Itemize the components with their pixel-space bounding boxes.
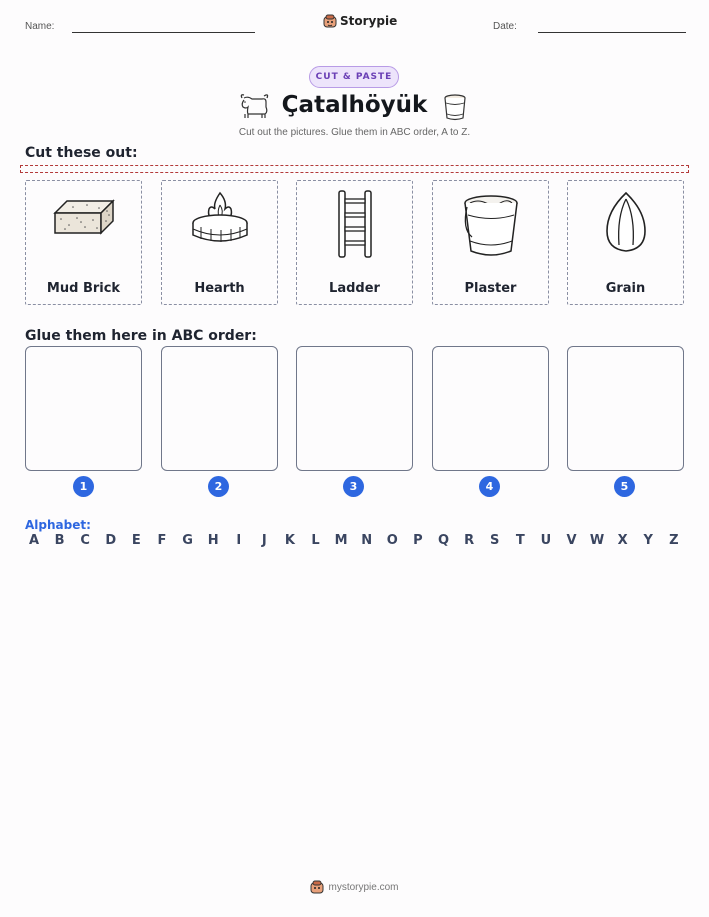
alphabet-letter: F <box>157 533 167 548</box>
alphabet-letter: E <box>131 533 141 548</box>
alphabet-letter: J <box>261 533 267 548</box>
cut-card-hearth[interactable] <box>161 180 278 305</box>
alphabet-letter: O <box>386 533 398 548</box>
alphabet-letter: D <box>105 533 117 548</box>
footer <box>0 880 709 894</box>
storypie-mascot-icon <box>323 14 337 28</box>
alphabet-letter: N <box>361 533 373 548</box>
alphabet-letter: S <box>490 533 500 548</box>
activity-badge: CUT & PASTE <box>309 66 399 88</box>
brand-logo <box>323 14 397 28</box>
alphabet-letter: Y <box>643 533 653 548</box>
card-label: Ladder <box>329 281 380 296</box>
alphabet-letter: H <box>207 533 219 548</box>
name-line[interactable] <box>72 32 255 33</box>
ladder-icon <box>322 189 388 259</box>
order-number-3: 3 <box>343 476 364 497</box>
glue-heading: Glue them here in ABC order: <box>25 328 257 344</box>
glue-box-3[interactable] <box>296 346 413 471</box>
alphabet-letter: M <box>334 533 348 548</box>
alphabet-letter: Q <box>437 533 450 548</box>
cut-card-ladder[interactable] <box>296 180 413 305</box>
alphabet-row <box>25 533 683 548</box>
order-number-5: 5 <box>614 476 635 497</box>
brand-name: Storypie <box>340 14 398 28</box>
title-row <box>0 92 709 118</box>
alphabet-letter: K <box>284 533 295 548</box>
footer-url[interactable]: mystorypie.com <box>328 881 399 893</box>
alphabet-letter: X <box>617 533 628 548</box>
alphabet-letter: I <box>236 533 242 548</box>
page-title: Çatalhöyük <box>281 92 428 118</box>
cut-line <box>20 165 689 173</box>
alphabet-letter: V <box>566 533 577 548</box>
card-label: Plaster <box>464 281 517 296</box>
hearth-icon <box>187 189 253 249</box>
order-number-2: 2 <box>208 476 229 497</box>
alphabet-letter: L <box>311 533 320 548</box>
alphabet-label: Alphabet: <box>25 518 91 532</box>
instructions: Cut out the pictures. Glue them in ABC order, A to Z. <box>238 127 471 138</box>
cut-heading: Cut these out: <box>25 145 138 161</box>
alphabet-letter: R <box>464 533 475 548</box>
grain-icon <box>593 189 659 259</box>
plaster-bucket-icon <box>458 189 524 259</box>
alphabet-letter: T <box>515 533 525 548</box>
cut-card-grain[interactable] <box>567 180 684 305</box>
date-label: Date: <box>493 21 517 32</box>
cut-card-plaster[interactable] <box>432 180 549 305</box>
alphabet-letter: Z <box>669 533 679 548</box>
glue-box-4[interactable] <box>432 346 549 471</box>
order-number-4: 4 <box>479 476 500 497</box>
date-line[interactable] <box>538 32 686 33</box>
alphabet-letter: U <box>540 533 552 548</box>
cut-card-mud-brick[interactable] <box>25 180 142 305</box>
glue-box-5[interactable] <box>567 346 684 471</box>
order-number-1: 1 <box>73 476 94 497</box>
storypie-mascot-icon <box>310 880 324 894</box>
alphabet-letter: C <box>80 533 90 548</box>
alphabet-letter: B <box>54 533 65 548</box>
alphabet-letter: P <box>413 533 423 548</box>
card-label: Hearth <box>194 281 245 296</box>
card-label: Mud Brick <box>46 281 121 296</box>
glue-box-2[interactable] <box>161 346 278 471</box>
mud-brick-icon <box>51 189 117 245</box>
alphabet-letter: A <box>28 533 40 548</box>
name-label: Name: <box>25 21 55 32</box>
alphabet-letter: W <box>589 533 605 548</box>
plaster-pot-icon <box>441 92 469 126</box>
card-label: Grain <box>605 281 646 296</box>
alphabet-letter: G <box>182 533 193 548</box>
glue-box-1[interactable] <box>25 346 142 471</box>
